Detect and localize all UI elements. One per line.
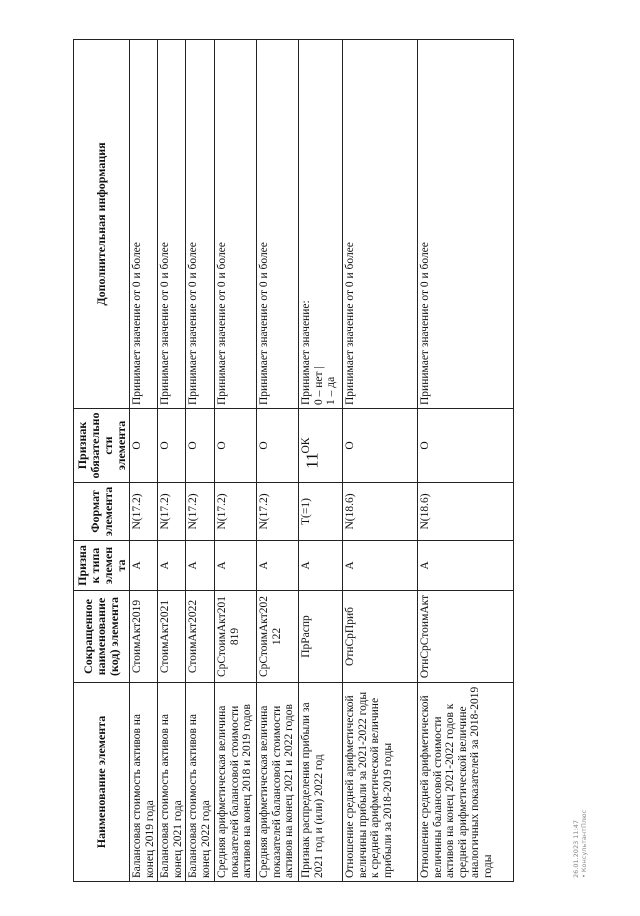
info-line: Принимает значение от 0 и более [159, 242, 171, 405]
info-line: Принимает значение от 0 и более [258, 242, 270, 405]
info-line: 1 – да [325, 376, 337, 405]
cell-code: ОтнСрСтоимАкт [418, 591, 514, 683]
cell-info [158, 40, 186, 409]
cell-required: О [257, 409, 299, 483]
cell-type: А [257, 541, 299, 591]
cell-name: Балансовая стоимость активов на конец 2019 года [130, 683, 158, 882]
cell-required: О [215, 409, 257, 483]
cell-name: Средняя арифметическая величина показателей балансовой стоимости активов на конец 2018 и 2019 годов [215, 683, 257, 882]
cell-type: А [299, 541, 343, 591]
table-header-row [74, 40, 130, 882]
header-code: Сокращенное наименование (код) элемента [74, 591, 130, 683]
table-row [186, 40, 215, 882]
stamp-line: 26.01.2023 11:47 [572, 819, 580, 878]
table-row [418, 40, 514, 882]
page-number: 11 [302, 452, 322, 469]
info-line: Принимает значение: [300, 300, 312, 405]
cell-info [186, 40, 215, 409]
header-info: Дополнительная информация [74, 40, 130, 409]
table-row [343, 40, 418, 882]
table-row [215, 40, 257, 882]
cell-required: О [130, 409, 158, 483]
cell-code: СрСтоимАкт202122 [257, 591, 299, 683]
cell-name: Отношение средней арифметической величины прибыли за 2021-2022 годы к средней арифметической величине прибыли за 2018-2019 годы [343, 683, 418, 882]
info-line: Принимает значение от 0 и более [344, 242, 356, 405]
cell-format: N(17.2) [158, 483, 186, 541]
table-row [299, 40, 343, 882]
document-table-container [73, 40, 526, 882]
stamp-line: • КонсультантПлюс [580, 809, 588, 878]
cell-format: T(=1) [299, 483, 343, 541]
cell-code: СтоимАкт2021 [158, 591, 186, 683]
cell-code: ПрРаспр [299, 591, 343, 683]
cell-info [299, 40, 343, 409]
cell-code: СтоимАкт2019 [130, 591, 158, 683]
cell-required: О [418, 409, 514, 483]
elements-table [73, 39, 514, 882]
cell-format: N(18.6) [418, 483, 514, 541]
header-format: Формат элемента [74, 483, 130, 541]
cell-format: N(17.2) [130, 483, 158, 541]
cell-name: Отношение средней арифметической величины балансовой стоимости активов на конец 2021-2022 годов к средней арифметической величине аналогичных показателей за 2018-2019 годы [418, 683, 514, 882]
cell-code: ОтнСрПриб [343, 591, 418, 683]
cell-info [343, 40, 418, 409]
cell-required: О [343, 409, 418, 483]
cell-type: А [343, 541, 418, 591]
info-line: Принимает значение от 0 и более [419, 242, 431, 405]
cell-type: А [130, 541, 158, 591]
cell-format: N(17.2) [186, 483, 215, 541]
cell-name: Средняя арифметическая величина показателей балансовой стоимости активов на конец 2021 и 2022 годов [257, 683, 299, 882]
cell-name: Балансовая стоимость активов на конец 2022 года [186, 683, 215, 882]
cell-info [257, 40, 299, 409]
cell-type: А [186, 541, 215, 591]
header-required: Признак обязательности элемента [74, 409, 130, 483]
electronic-stamp [572, 728, 612, 878]
cell-name: Признак распределения прибыли за 2021 год и (или) 2022 год [299, 683, 343, 882]
info-line: Принимает значение от 0 и более [187, 242, 199, 405]
cell-required: ОК [299, 409, 343, 483]
cell-type: А [215, 541, 257, 591]
info-line: Принимает значение от 0 и более [216, 242, 228, 405]
table-row [257, 40, 299, 882]
cell-required: О [186, 409, 215, 483]
cell-type: А [158, 541, 186, 591]
cell-format: N(17.2) [257, 483, 299, 541]
info-line: 0 – нет | [312, 366, 325, 405]
cell-required: О [158, 409, 186, 483]
info-line: Принимает значение от 0 и более [131, 242, 143, 405]
table-row [130, 40, 158, 882]
cell-info [130, 40, 158, 409]
cell-code: СтоимАкт2022 [186, 591, 215, 683]
cell-info [215, 40, 257, 409]
cell-format: N(18.6) [343, 483, 418, 541]
cell-format: N(17.2) [215, 483, 257, 541]
cell-type: А [418, 541, 514, 591]
cell-code: СрСтоимАкт201819 [215, 591, 257, 683]
table-row [158, 40, 186, 882]
cell-info [418, 40, 514, 409]
header-name: Наименование элемента [74, 683, 130, 882]
header-type: Признак типа элемента [74, 541, 130, 591]
cell-name: Балансовая стоимость активов на конец 2021 года [158, 683, 186, 882]
